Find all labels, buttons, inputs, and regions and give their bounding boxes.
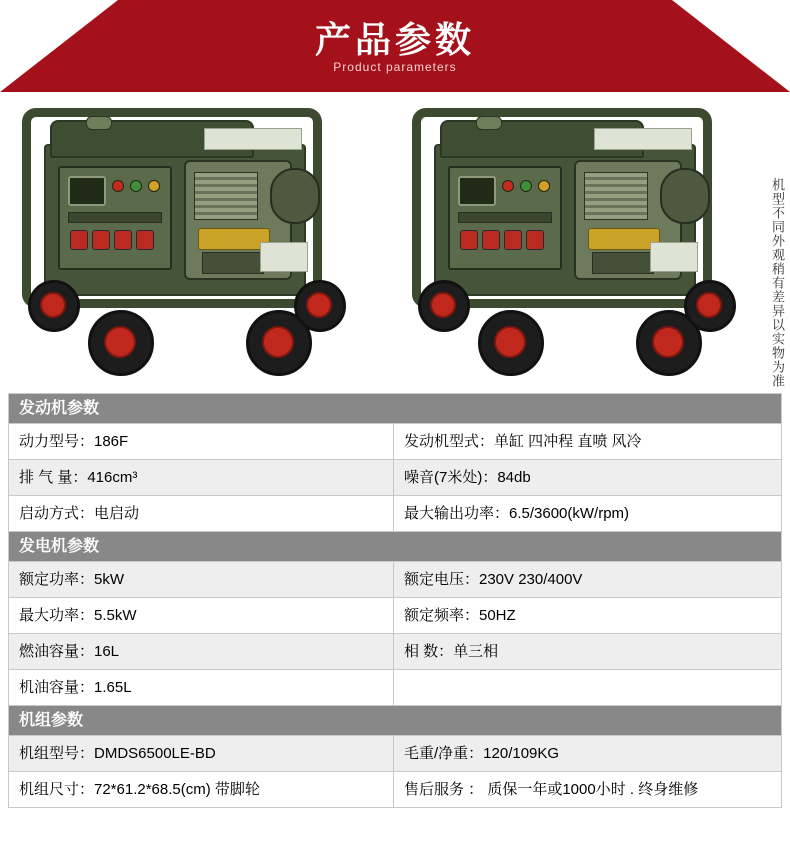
table-row — [9, 562, 781, 598]
header-banner — [0, 0, 790, 92]
indicator-lamp-amber-icon — [148, 180, 160, 192]
cell-right: 相 数：单三相 — [404, 643, 499, 660]
photo-disclaimer-note: 机型不同外观稍有差异以实物为准 — [770, 178, 785, 388]
table-row — [9, 598, 781, 634]
socket-icon-4 — [136, 230, 154, 250]
socket-icon-3 — [114, 230, 132, 250]
socket-icon-5 — [460, 230, 478, 250]
cell-right: 毛重/净重：120/109KG — [404, 745, 560, 762]
page-subtitle: Product parameters — [333, 60, 457, 74]
generator-illustration — [8, 94, 363, 386]
socket-icon-6 — [482, 230, 500, 250]
indicator-lamp-amber-icon-2 — [538, 180, 550, 192]
cell-left: 排 气 量：416cm³ — [9, 460, 394, 495]
product-photo-strip — [0, 92, 790, 389]
spec-sticker-top — [204, 128, 302, 150]
table-row — [9, 634, 781, 670]
caster-right-2 — [684, 280, 736, 332]
voltmeter-icon-2 — [458, 176, 496, 206]
cooling-fins — [194, 172, 258, 220]
cell-left: 动力型号：186F — [9, 424, 394, 459]
muffler-2 — [660, 168, 710, 224]
control-panel-2 — [448, 166, 562, 270]
section-header-unit: 机组参数 — [9, 706, 781, 736]
generator-photo-left — [8, 94, 363, 386]
socket-icon-7 — [504, 230, 522, 250]
cell-right: 噪音(7米处)：84db — [404, 469, 531, 486]
cell-right: 售后服务 ： 质保一年或1000小时 . 终身维修 — [404, 781, 699, 798]
table-row — [9, 460, 781, 496]
voltmeter-icon — [68, 176, 106, 206]
caster-left — [28, 280, 80, 332]
generator-illustration-2 — [398, 94, 753, 386]
table-row — [9, 670, 781, 706]
generator-photo-right — [398, 94, 753, 386]
muffler — [270, 168, 320, 224]
breaker-strip — [68, 212, 162, 223]
breaker-strip-2 — [458, 212, 552, 223]
indicator-lamp-red-icon — [112, 180, 124, 192]
cell-right: 发动机型式：单缸 四冲程 直喷 风冷 — [404, 433, 642, 450]
cell-right: 最大输出功率：6.5/3600(kW/rpm) — [404, 505, 630, 522]
cell-right: 额定频率：50HZ — [404, 607, 516, 624]
wheel-front — [88, 310, 154, 376]
table-row — [9, 496, 781, 532]
cell-left: 额定功率：5kW — [9, 562, 394, 597]
spec-sticker-top-2 — [594, 128, 692, 150]
fuel-cap-icon — [86, 116, 112, 130]
caster-left-2 — [418, 280, 470, 332]
table-row — [9, 736, 781, 772]
socket-icon-1 — [70, 230, 88, 250]
engine-base — [202, 252, 264, 274]
cell-left: 机组型号：DMDS6500LE-BD — [9, 736, 394, 771]
spec-table — [8, 393, 782, 808]
cell-left: 启动方式：电启动 — [9, 496, 394, 531]
cell-left: 机组尺寸：72*61.2*68.5(cm) 带脚轮 — [9, 772, 394, 807]
table-row — [9, 424, 781, 460]
indicator-lamp-green-icon — [130, 180, 142, 192]
cell-right: 额定电压：230V 230/400V — [404, 571, 583, 588]
section-header-engine: 发动机参数 — [9, 394, 781, 424]
indicator-lamp-red-icon-2 — [502, 180, 514, 192]
fuel-cap-icon-2 — [476, 116, 502, 130]
spec-sticker-side — [260, 242, 308, 272]
engine-base-2 — [592, 252, 654, 274]
cell-left: 燃油容量：16L — [9, 634, 394, 669]
indicator-lamp-green-icon-2 — [520, 180, 532, 192]
control-panel — [58, 166, 172, 270]
table-row — [9, 772, 781, 808]
spec-sticker-side-2 — [650, 242, 698, 272]
caster-right — [294, 280, 346, 332]
page-title: 产品参数 — [314, 20, 475, 61]
cooling-fins-2 — [584, 172, 648, 220]
cell-right — [394, 670, 781, 705]
wheel-front-2 — [478, 310, 544, 376]
cell-left: 最大功率：5.5kW — [9, 598, 394, 633]
socket-icon-8 — [526, 230, 544, 250]
cell-left: 机油容量：1.65L — [9, 670, 394, 705]
socket-icon-2 — [92, 230, 110, 250]
section-header-alternator: 发电机参数 — [9, 532, 781, 562]
